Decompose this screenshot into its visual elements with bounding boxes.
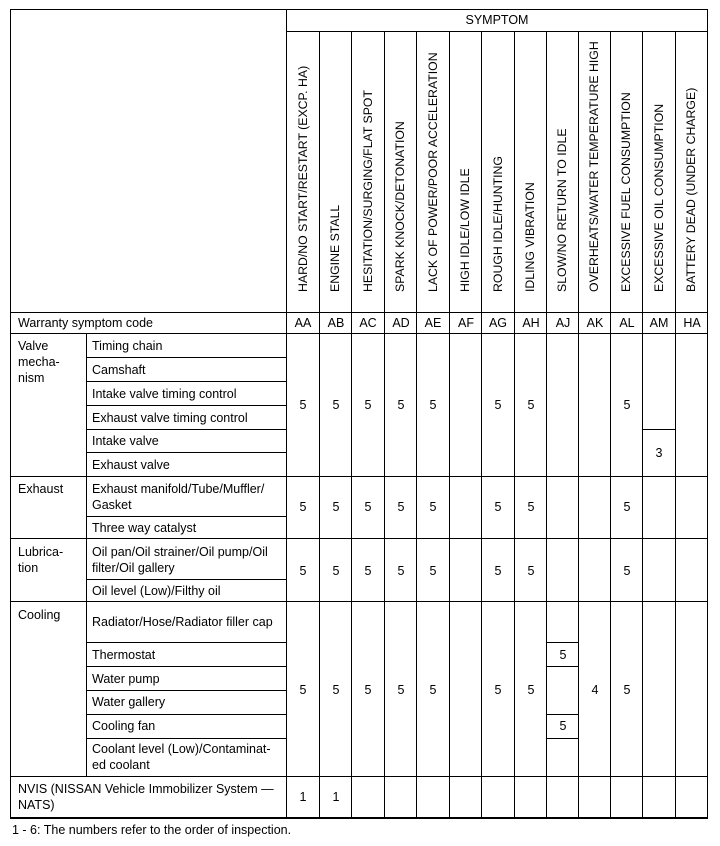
item-line: Coolant level (Low)/Contaminat- bbox=[92, 742, 271, 756]
code-ag: AG bbox=[488, 316, 508, 330]
symptom-label: HIGH IDLE/LOW IDLE bbox=[458, 168, 472, 292]
code-ae: AE bbox=[424, 316, 442, 330]
cooling-ac: 5 bbox=[364, 683, 372, 697]
symptom-header-ae bbox=[423, 36, 443, 306]
item-line: Oil pan/Oil strainer/Oil pump/Oil bbox=[92, 545, 268, 559]
group-label-line: NATS) bbox=[18, 798, 55, 812]
symptom-label: HARD/NO START/RESTART (EXCP. HA) bbox=[296, 65, 310, 292]
cooling-ah: 5 bbox=[527, 683, 535, 697]
symptom-heading: SYMPTOM bbox=[465, 13, 529, 27]
nvis-ab: 1 bbox=[332, 790, 340, 804]
item-divider bbox=[86, 429, 286, 430]
item-divider bbox=[86, 381, 286, 382]
item-divider bbox=[86, 405, 286, 406]
item-divider bbox=[86, 642, 286, 643]
lubrication-ad: 5 bbox=[397, 564, 405, 578]
code-ha: HA bbox=[683, 316, 701, 330]
cooling-al: 5 bbox=[623, 683, 631, 697]
lubrication-ab: 5 bbox=[332, 564, 340, 578]
item-line: Exhaust manifold/Tube/Muffler/ bbox=[92, 482, 265, 496]
col-divider bbox=[384, 31, 385, 819]
cell-divider bbox=[546, 642, 578, 643]
item-oil-pan bbox=[92, 544, 268, 576]
item-exhaust-manifold bbox=[92, 481, 264, 513]
code-ab: AB bbox=[327, 316, 345, 330]
cooling-ak: 4 bbox=[591, 683, 599, 697]
code-aa: AA bbox=[294, 316, 312, 330]
item-line: Gasket bbox=[92, 498, 132, 512]
symptom-label: SLOW/NO RETURN TO IDLE bbox=[555, 128, 569, 292]
symptom-heading-divider bbox=[286, 31, 708, 32]
symptom-label: SPARK KNOCK/DETONATION bbox=[393, 121, 407, 292]
valve-ac: 5 bbox=[364, 398, 372, 412]
lubrication-ae: 5 bbox=[429, 564, 437, 578]
col-divider bbox=[642, 31, 643, 819]
item-line: filter/Oil gallery bbox=[92, 561, 175, 575]
table-bottom-border bbox=[10, 817, 708, 819]
cooling-aa: 5 bbox=[299, 683, 307, 697]
item-water-pump: Water pump bbox=[92, 672, 160, 686]
symptom-label: ROUGH IDLE/HUNTING bbox=[491, 156, 505, 292]
cooling-group-bottom-border bbox=[10, 776, 708, 777]
col-divider bbox=[610, 31, 611, 819]
code-am: AM bbox=[649, 316, 669, 330]
col-divider bbox=[449, 31, 450, 819]
symptom-header-ad bbox=[390, 36, 410, 306]
item-exhaust-valve-timing-control: Exhaust valve timing control bbox=[92, 411, 248, 425]
exhaust-ah: 5 bbox=[527, 500, 535, 514]
item-radiator: Radiator/Hose/Radiator filler cap bbox=[92, 615, 273, 629]
item-exhaust-valve: Exhaust valve bbox=[92, 458, 170, 472]
group-label-nvis bbox=[18, 781, 274, 813]
lubrication-ag: 5 bbox=[494, 564, 502, 578]
group-label-line: mecha- bbox=[18, 355, 60, 369]
valve-ah: 5 bbox=[527, 398, 535, 412]
symptom-header-ac bbox=[358, 36, 378, 306]
exhaust-ad: 5 bbox=[397, 500, 405, 514]
col-divider bbox=[675, 31, 676, 819]
item-three-way-catalyst: Three way catalyst bbox=[92, 521, 197, 535]
lubrication-aa: 5 bbox=[299, 564, 307, 578]
code-ah: AH bbox=[522, 316, 540, 330]
table-top-border bbox=[10, 9, 708, 10]
item-line: ed coolant bbox=[92, 758, 150, 772]
symptom-header-af bbox=[455, 36, 475, 306]
header-bottom-border bbox=[10, 312, 708, 313]
exhaust-ag: 5 bbox=[494, 500, 502, 514]
cell-divider bbox=[546, 666, 578, 667]
exhaust-aa: 5 bbox=[299, 500, 307, 514]
symptom-label: OVERHEATS/WATER TEMPERATURE HIGH bbox=[587, 41, 601, 292]
cell-divider bbox=[546, 714, 578, 715]
item-intake-valve-timing-control: Intake valve timing control bbox=[92, 387, 237, 401]
item-water-gallery: Water gallery bbox=[92, 695, 166, 709]
item-timing-chain: Timing chain bbox=[92, 339, 163, 353]
valve-ae: 5 bbox=[429, 398, 437, 412]
item-divider bbox=[86, 452, 286, 453]
lubrication-ac: 5 bbox=[364, 564, 372, 578]
symptom-header-am bbox=[649, 36, 669, 306]
valve-aa: 5 bbox=[299, 398, 307, 412]
valve-ab: 5 bbox=[332, 398, 340, 412]
cooling-thermostat-aj: 5 bbox=[559, 648, 567, 662]
symptom-header-aj bbox=[552, 36, 572, 306]
group-label-valve bbox=[18, 338, 60, 386]
col-divider bbox=[319, 31, 320, 819]
symptom-label: BATTERY DEAD (UNDER CHARGE) bbox=[684, 87, 698, 292]
item-oil-level: Oil level (Low)/Filthy oil bbox=[92, 584, 221, 598]
exhaust-ac: 5 bbox=[364, 500, 372, 514]
item-coolant-level bbox=[92, 741, 271, 773]
exhaust-group-bottom-border bbox=[10, 538, 708, 539]
code-aj: AJ bbox=[555, 316, 571, 330]
group-label-line: NVIS (NISSAN Vehicle Immobilizer System — bbox=[18, 782, 274, 796]
exhaust-ab: 5 bbox=[332, 500, 340, 514]
item-divider bbox=[86, 516, 286, 517]
lubrication-ah: 5 bbox=[527, 564, 535, 578]
item-divider bbox=[86, 579, 286, 580]
item-divider bbox=[86, 690, 286, 691]
item-intake-valve: Intake valve bbox=[92, 434, 159, 448]
symptom-header-ha bbox=[681, 36, 701, 306]
warranty-symptom-code-label: Warranty symptom code bbox=[18, 316, 153, 330]
cooling-ag: 5 bbox=[494, 683, 502, 697]
code-af: AF bbox=[458, 316, 474, 330]
cooling-ad: 5 bbox=[397, 683, 405, 697]
symptom-label: EXCESSIVE FUEL CONSUMPTION bbox=[619, 92, 633, 292]
cooling-fan-aj: 5 bbox=[559, 719, 567, 733]
item-thermostat: Thermostat bbox=[92, 648, 156, 662]
valve-al: 5 bbox=[623, 398, 631, 412]
valve-ag: 5 bbox=[494, 398, 502, 412]
col-divider bbox=[578, 31, 579, 819]
symptom-label: LACK OF POWER/POOR ACCELERATION bbox=[426, 52, 440, 292]
valve-group-bottom-border bbox=[10, 476, 708, 477]
nvis-aa: 1 bbox=[299, 790, 307, 804]
col-divider bbox=[514, 31, 515, 819]
item-divider bbox=[86, 738, 286, 739]
cooling-ae: 5 bbox=[429, 683, 437, 697]
symptom-header-ab bbox=[325, 36, 345, 306]
item-cooling-fan: Cooling fan bbox=[92, 719, 156, 733]
cooling-ab: 5 bbox=[332, 683, 340, 697]
symptom-header-al bbox=[616, 36, 636, 306]
code-ad: AD bbox=[392, 316, 410, 330]
group-label-cooling: Cooling bbox=[18, 608, 61, 622]
group-label-line: tion bbox=[18, 561, 39, 575]
valve-ad: 5 bbox=[397, 398, 405, 412]
lubrication-group-bottom-border bbox=[10, 601, 708, 602]
group-item-divider bbox=[86, 333, 87, 776]
table-right-border bbox=[707, 9, 708, 819]
lubrication-al: 5 bbox=[623, 564, 631, 578]
group-label-line: nism bbox=[18, 371, 45, 385]
symptom-label: ENGINE STALL bbox=[328, 204, 342, 292]
item-divider bbox=[86, 714, 286, 715]
symptom-header-ag bbox=[488, 36, 508, 306]
cell-divider bbox=[546, 738, 578, 739]
item-divider bbox=[86, 357, 286, 358]
col-divider bbox=[481, 31, 482, 819]
code-al: AL bbox=[619, 316, 635, 330]
exhaust-ae: 5 bbox=[429, 500, 437, 514]
symptom-header-ak bbox=[584, 36, 604, 306]
group-label-line: Lubrica- bbox=[18, 545, 64, 559]
valve-am: 3 bbox=[655, 446, 663, 460]
table-left-border bbox=[10, 9, 11, 819]
footnote: 1 - 6: The numbers refer to the order of inspection. bbox=[12, 823, 292, 837]
symptom-label: HESITATION/SURGING/FLAT SPOT bbox=[361, 89, 375, 292]
group-label-lubrication bbox=[18, 544, 63, 576]
item-divider bbox=[86, 666, 286, 667]
symptom-header-aa bbox=[293, 36, 313, 306]
group-label-exhaust: Exhaust bbox=[18, 482, 64, 496]
symptom-label: EXCESSIVE OIL CONSUMPTION bbox=[652, 103, 666, 292]
cell-divider bbox=[642, 429, 675, 430]
col-divider bbox=[351, 31, 352, 819]
symptom-header-ah bbox=[520, 36, 540, 306]
code-row-bottom-border bbox=[10, 333, 708, 334]
symptom-label: IDLING VIBRATION bbox=[523, 182, 537, 292]
col-divider bbox=[546, 31, 547, 819]
code-ac: AC bbox=[359, 316, 377, 330]
group-label-line: Valve bbox=[18, 339, 49, 353]
exhaust-al: 5 bbox=[623, 500, 631, 514]
col-divider bbox=[416, 31, 417, 819]
item-camshaft: Camshaft bbox=[92, 363, 146, 377]
code-ak: AK bbox=[586, 316, 604, 330]
